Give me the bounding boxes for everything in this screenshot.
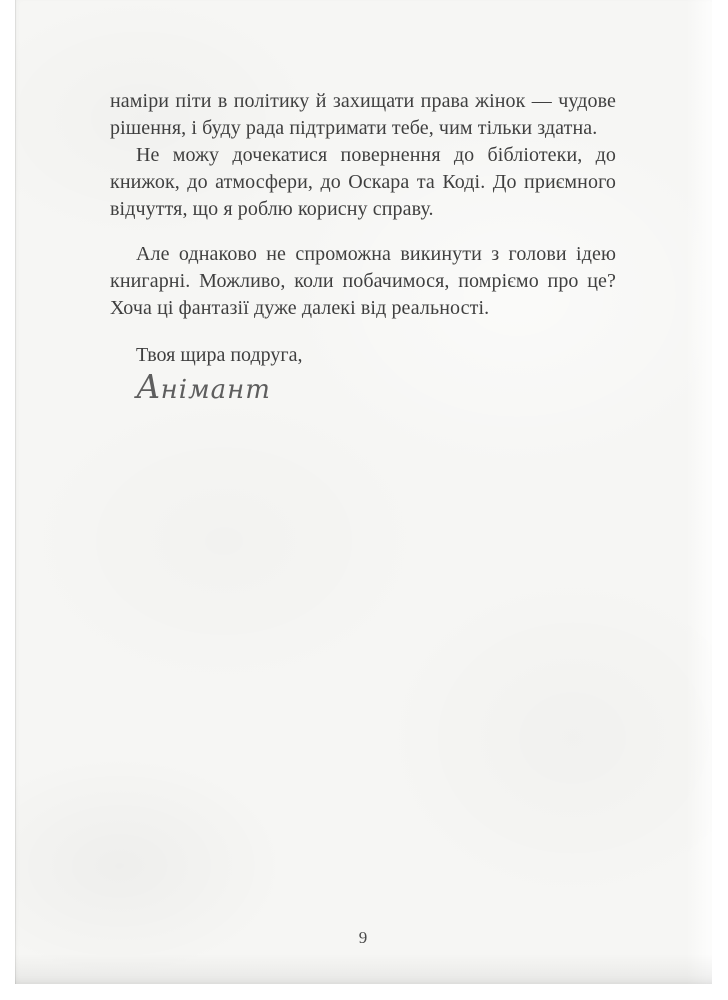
page-number: 9 xyxy=(358,928,368,947)
letter-paragraph: Але однаково не спроможна викинути з голови ідею книгарні. Можливо, коли побачимося, помріємо про це? Хоча ці фантазії дуже далекі від реальності. xyxy=(110,243,616,319)
letter-closing: Твоя щира подруга, xyxy=(136,344,303,366)
letter-paragraph: Не можу дочекатися повернення до бібліотеки, до книжок, до атмосфери, до Оскара та Коді. До приємного відчуття, що я роблю корисну справу. xyxy=(110,144,616,220)
letter-body xyxy=(110,88,616,406)
letter-paragraph-continuation: наміри піти в політику й захищати права жінок — чудове рішення, і буду рада підтримати тебе, чим тільки здатна. xyxy=(110,90,616,139)
letter-signature: Анімант xyxy=(136,368,271,406)
scanned-book-page xyxy=(15,0,712,984)
